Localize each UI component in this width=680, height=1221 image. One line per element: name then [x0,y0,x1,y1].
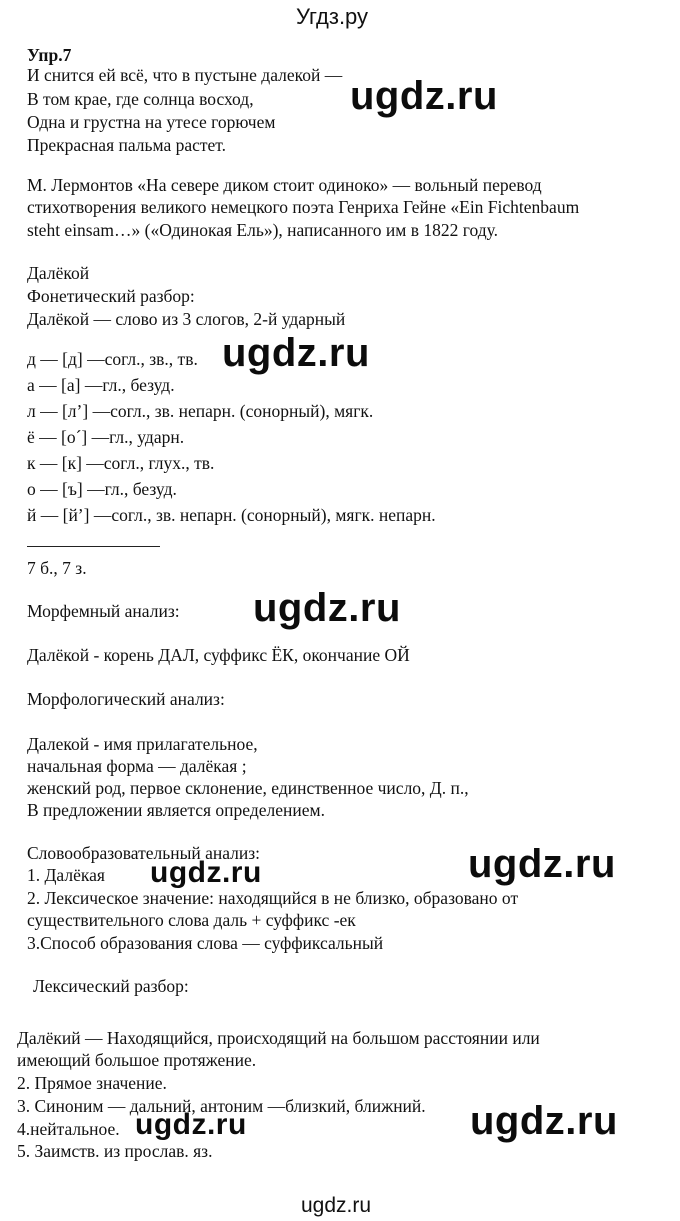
word-formation-line: 1. Далёкая [27,865,105,885]
note-line: М. Лермонтов «На севере диком стоит одиноко» — вольный перевод [27,175,542,195]
morphological-title: Морфологический анализ: [27,689,225,709]
morphological-line: В предложении является определением. [27,800,325,820]
morphemic-text: Далёкой - корень ДАЛ, суффикс ЁК, окончание ОЙ [27,645,410,665]
analyzed-word: Далёкой [27,263,90,283]
lexical-line: 5. Заимств. из прослав. яз. [17,1141,213,1161]
phonetic-summary: Далёкой — слово из 3 слогов, 2-й ударный [27,309,346,329]
watermark: ugdz.ru [253,586,401,630]
word-formation-line: существительного слова даль + суффикс -ек [27,910,356,930]
exercise-title: Упр.7 [27,45,72,65]
phonetic-row: й — [й’] —согл., зв. непарн. (сонорный), мягк. непарн. [27,505,436,525]
divider-line [27,546,160,547]
morphological-line: Далекой - имя прилагательное, [27,734,258,754]
lexical-line: 3. Синоним — дальний, антоним —близкий, ближний. [17,1096,426,1116]
lexical-line: 2. Прямое значение. [17,1073,167,1093]
phonetic-row: д — [д] —согл., зв., тв. [27,349,198,369]
phonetic-row: ё — [о´] —гл., ударн. [27,427,185,447]
morphological-line: начальная форма — далёкая ; [27,756,247,776]
watermark: ugdz.ru [350,74,498,118]
watermark: ugdz.ru [468,842,616,886]
watermark: ugdz.ru [150,856,262,889]
note-line: стихотворения великого немецкого поэта Генриха Гейне «Ein Fichtenbaum [27,197,580,217]
header-site-title: Угдз.ру [296,4,369,29]
word-formation-line: 3.Способ образования слова — суффиксальный [27,933,384,953]
lexical-line: имеющий большое протяжение. [17,1050,257,1070]
poem-line: Одна и грустна на утесе горючем [27,112,276,132]
morphological-line: женский род, первое склонение, единственное число, Д. п., [27,778,469,798]
note-line: steht einsam…» («Одинокая Ель»), написанного им в 1822 году. [27,220,498,240]
phonetic-title: Фонетический разбор: [27,286,195,306]
lexical-line: Далёкий — Находящийся, происходящий на большом расстоянии или [17,1028,540,1048]
phonetic-row: л — [л’] —согл., зв. непарн. (сонорный), мягк. [27,401,374,421]
morphemic-title: Морфемный анализ: [27,601,180,621]
phonetic-row: о — [ъ] —гл., безуд. [27,479,177,499]
watermark: ugdz.ru [222,331,370,375]
lexical-title: Лексический разбор: [33,976,189,996]
poem-line: Прекрасная пальма растет. [27,135,227,155]
word-formation-title: Словообразовательный анализ: [27,843,261,863]
watermark: ugdz.ru [135,1108,247,1141]
lexical-line: 4.нейтальное. [17,1119,120,1139]
footer-site-name: ugdz.ru [301,1194,372,1217]
poem-line: И снится ей всё, что в пустыне далекой — [27,65,343,85]
phonetic-row: к — [к] —согл., глух., тв. [27,453,215,473]
word-formation-line: 2. Лексическое значение: находящийся в не близко, образовано от [27,888,519,908]
phonetic-row: а — [а] —гл., безуд. [27,375,175,395]
phonetic-count: 7 б., 7 з. [27,558,87,578]
watermark: ugdz.ru [470,1099,618,1143]
poem-line: В том крае, где солнца восход, [27,89,254,109]
